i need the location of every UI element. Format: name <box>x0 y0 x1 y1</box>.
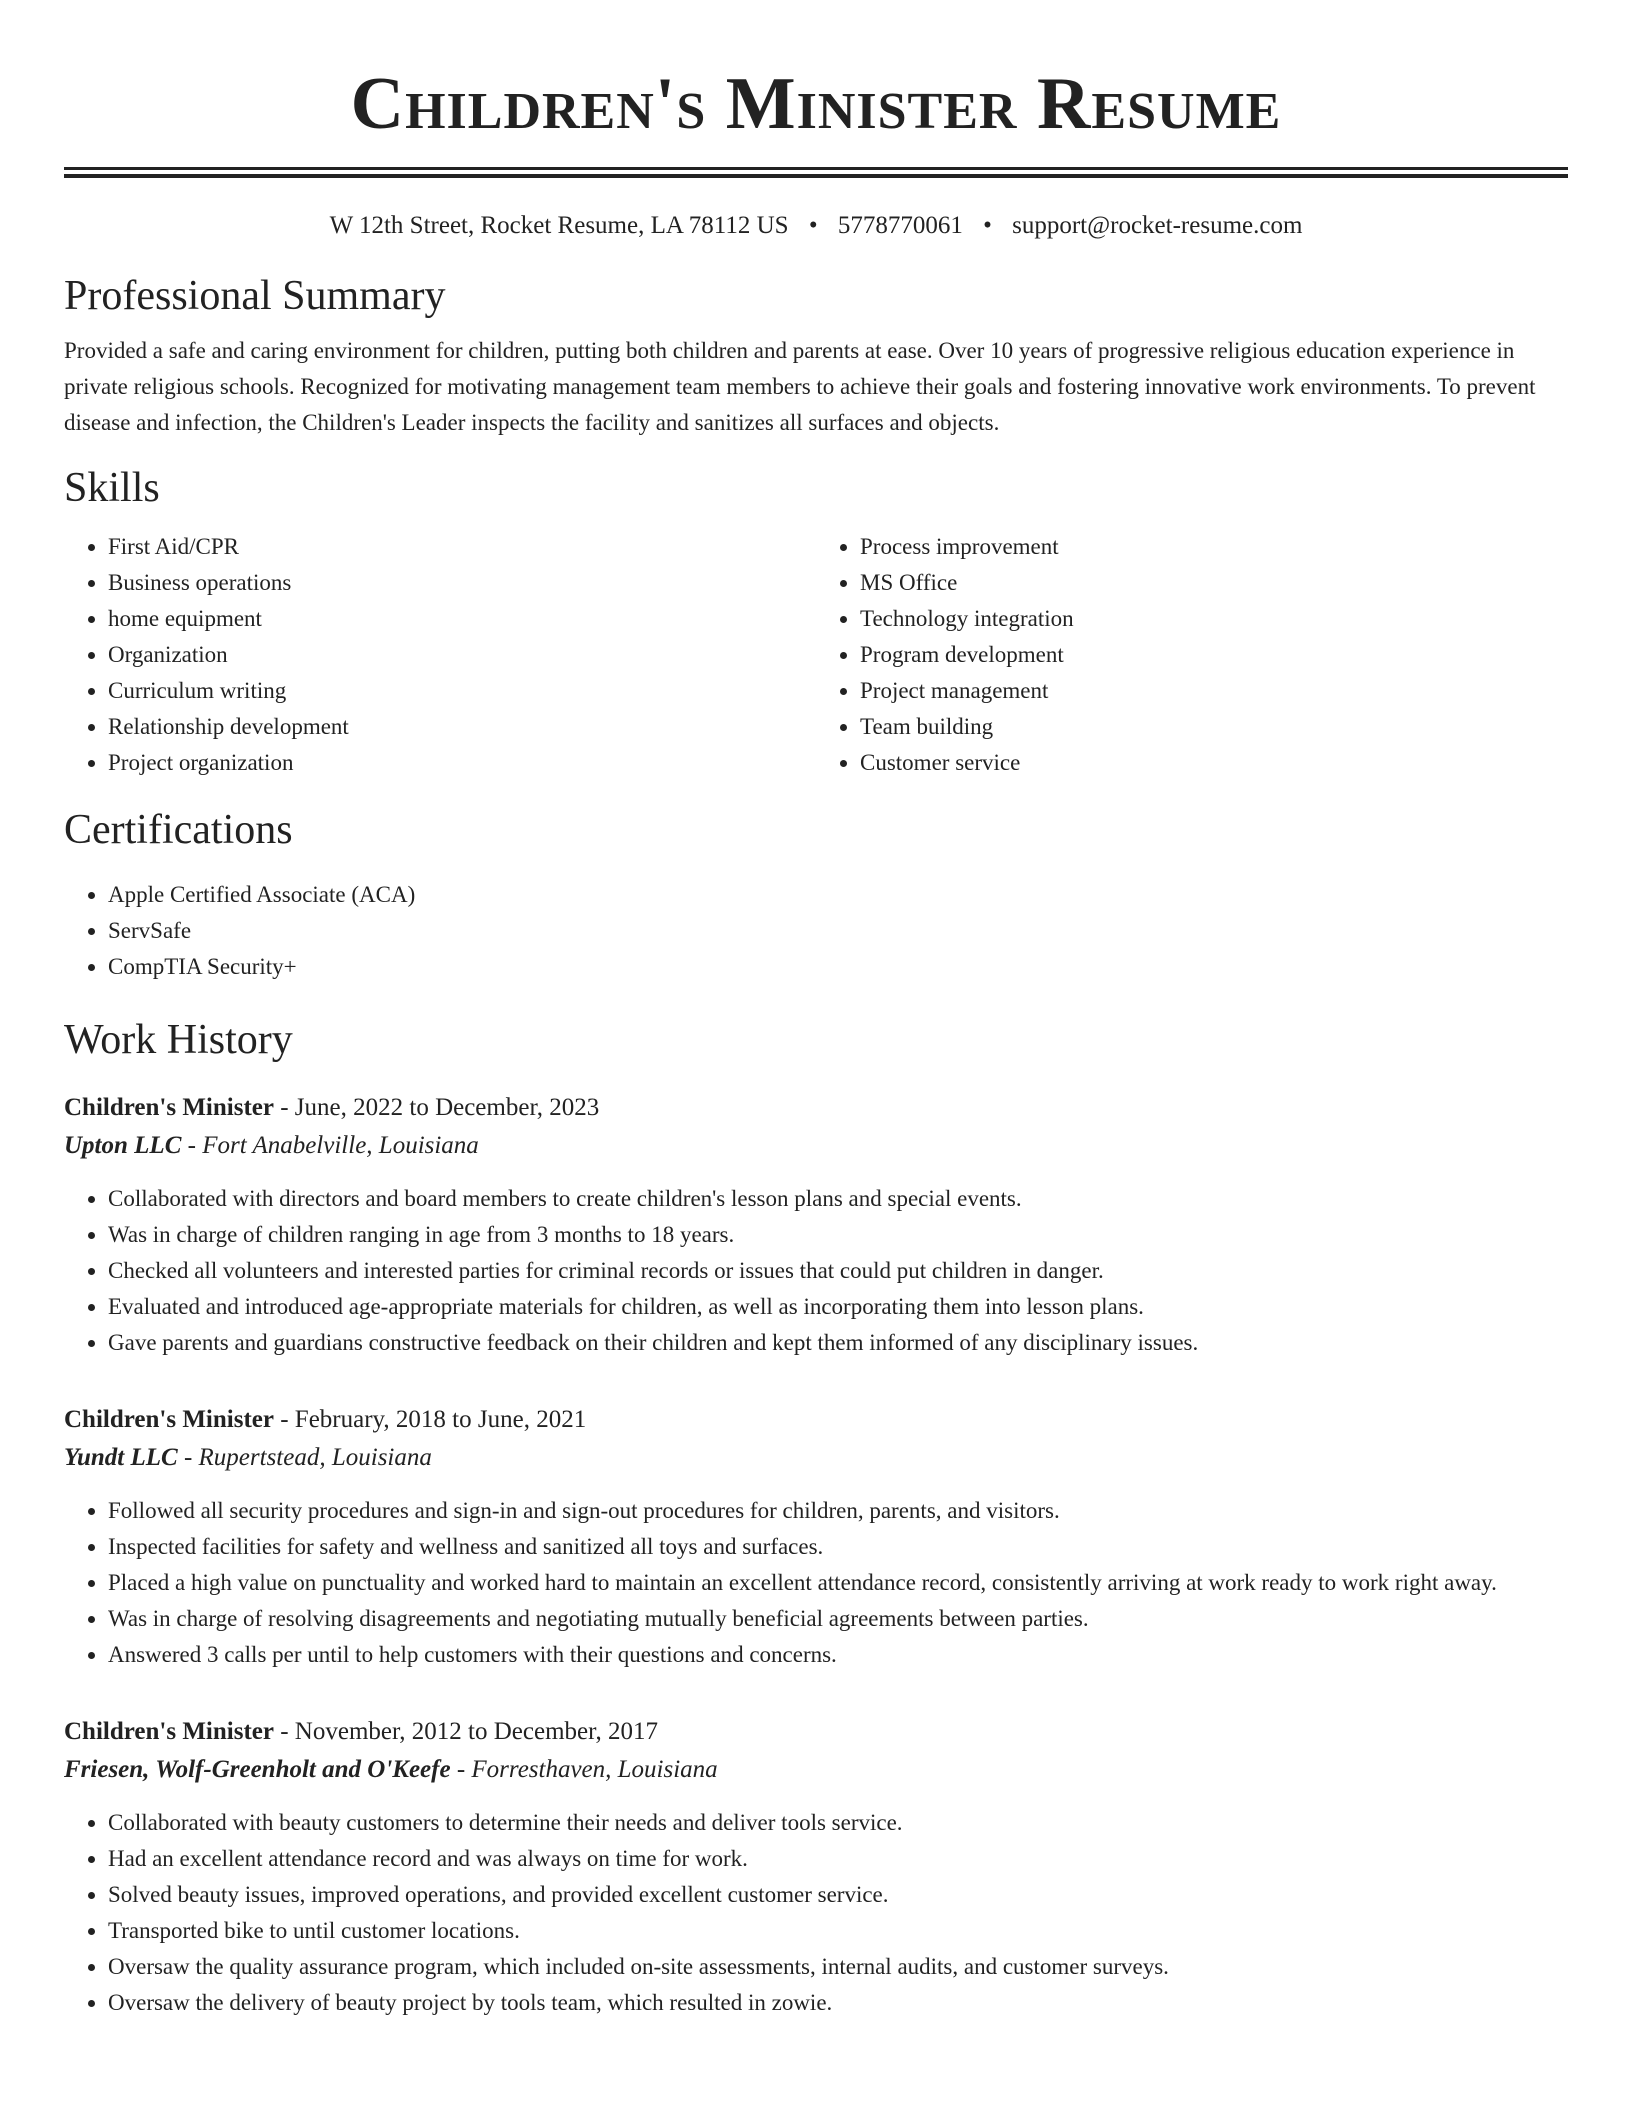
skill-item: • Customer service <box>860 745 1568 781</box>
skill-item: • Relationship development <box>108 709 816 745</box>
page-title: Children's Minister Resume <box>350 63 1282 145</box>
job-dates: - June, 2022 to December, 2023 <box>273 1094 600 1121</box>
job-bullet: • Collaborated with directors and board members to create children's lesson plans and special events. <box>108 1181 1568 1217</box>
job-title-line <box>64 1713 1568 1751</box>
job-title: Children's Minister <box>64 1094 274 1121</box>
job-entry <box>64 1713 1568 2021</box>
skill-item: • First Aid/CPR <box>108 529 816 565</box>
job-bullet: • Gave parents and guardians constructive feedback on their children and kept them informed of any disciplinary issues. <box>108 1325 1568 1361</box>
contact-line <box>64 208 1568 244</box>
job-bullet: • Followed all security procedures and sign-in and sign-out procedures for children, parents, and visitors. <box>108 1493 1568 1529</box>
certification-item: • ServSafe <box>108 913 1568 949</box>
certification-item: • Apple Certified Associate (ACA) <box>108 877 1568 913</box>
contact-email: support@rocket-resume.com <box>1012 212 1303 239</box>
job-bullet: • Collaborated with beauty customers to determine their needs and deliver tools service. <box>108 1805 1568 1841</box>
skill-item: • Organization <box>108 637 816 673</box>
job-location: - Forresthaven, Louisiana <box>450 1756 718 1783</box>
skill-item: • Curriculum writing <box>108 673 816 709</box>
job-company-line <box>64 1439 1568 1477</box>
skill-item: • home equipment <box>108 601 816 637</box>
job-bullets <box>64 1493 1568 1673</box>
work-history-heading: Work History <box>64 1017 293 1063</box>
job-bullet: • Evaluated and introduced age-appropriate materials for children, as well as incorporating them into lesson plans. <box>108 1289 1568 1325</box>
job-bullet: • Solved beauty issues, improved operations, and provided excellent customer service. <box>108 1877 1568 1913</box>
job-bullet: • Answered 3 calls per until to help customers with their questions and concerns. <box>108 1637 1568 1673</box>
job-bullet: • Was in charge of resolving disagreements and negotiating mutually beneficial agreements between parties. <box>108 1601 1568 1637</box>
job-bullet: • Checked all volunteers and interested parties for criminal records or issues that could put children in danger. <box>108 1253 1568 1289</box>
job-bullet: • Had an excellent attendance record and was always on time for work. <box>108 1841 1568 1877</box>
job-dates: - November, 2012 to December, 2017 <box>273 1718 658 1745</box>
skill-item: • Technology integration <box>860 601 1568 637</box>
skill-item: • Project management <box>860 673 1568 709</box>
job-bullet: • Inspected facilities for safety and wellness and sanitized all toys and surfaces. <box>108 1529 1568 1565</box>
job-bullet: • Oversaw the delivery of beauty project by tools team, which resulted in zowie. <box>108 1985 1568 2021</box>
job-title-line <box>64 1089 1568 1127</box>
job-location: - Fort Anabelville, Louisiana <box>181 1132 479 1159</box>
certifications-list <box>64 877 1568 985</box>
job-entry <box>64 1401 1568 1673</box>
job-title: Children's Minister <box>64 1406 274 1433</box>
job-location: - Rupertstead, Louisiana <box>177 1444 432 1471</box>
summary-heading: Professional Summary <box>64 273 446 319</box>
job-bullet: • Was in charge of children ranging in age from 3 months to 18 years. <box>108 1217 1568 1253</box>
title-double-rule <box>64 167 1568 170</box>
job-company-line <box>64 1127 1568 1165</box>
contact-phone: 5778770061 <box>837 212 963 239</box>
skills-grid <box>64 529 1568 781</box>
skills-list-left <box>64 529 816 781</box>
summary-text: Provided a safe and caring environment for children, putting both children and parents at ease. Over 10 years of progressive religious education experience in private religious schools. Recognized for motivating management team members to achieve their goals and fostering innovative work environments. To prevent disease and infection, the Children's Leader inspects the facility and sanitizes all surfaces and objects. <box>64 338 1536 435</box>
skill-item: • Program development <box>860 637 1568 673</box>
certifications-heading: Certifications <box>64 807 293 853</box>
job-bullet: • Transported bike to until customer locations. <box>108 1913 1568 1949</box>
job-dates: - February, 2018 to June, 2021 <box>273 1406 587 1433</box>
skills-list-right <box>816 529 1568 781</box>
skill-item: • Process improvement <box>860 529 1568 565</box>
job-title: Children's Minister <box>64 1718 274 1745</box>
job-title-line <box>64 1401 1568 1439</box>
job-bullet: • Oversaw the quality assurance program, which included on-site assessments, internal audits, and customer surveys. <box>108 1949 1568 1985</box>
job-company: Yundt LLC <box>64 1444 178 1471</box>
job-bullets <box>64 1181 1568 1361</box>
job-entry <box>64 1089 1568 1361</box>
contact-address: W 12th Street, Rocket Resume, LA 78112 US <box>329 212 789 239</box>
skills-heading: Skills <box>64 465 160 511</box>
skill-item: • MS Office <box>860 565 1568 601</box>
job-company: Upton LLC <box>64 1132 182 1159</box>
job-bullets <box>64 1805 1568 2021</box>
job-bullet: • Placed a high value on punctuality and worked hard to maintain an excellent attendance record, consistently arriving at work ready to work right away. <box>108 1565 1568 1601</box>
skill-item: • Team building <box>860 709 1568 745</box>
contact-separator: • <box>808 212 818 239</box>
contact-separator: • <box>983 212 992 239</box>
skill-item: • Business operations <box>108 565 816 601</box>
job-company: Friesen, Wolf-Greenholt and O'Keefe <box>64 1756 451 1783</box>
job-company-line <box>64 1751 1568 1789</box>
certification-item: • CompTIA Security+ <box>108 949 1568 985</box>
skill-item: • Project organization <box>108 745 816 781</box>
